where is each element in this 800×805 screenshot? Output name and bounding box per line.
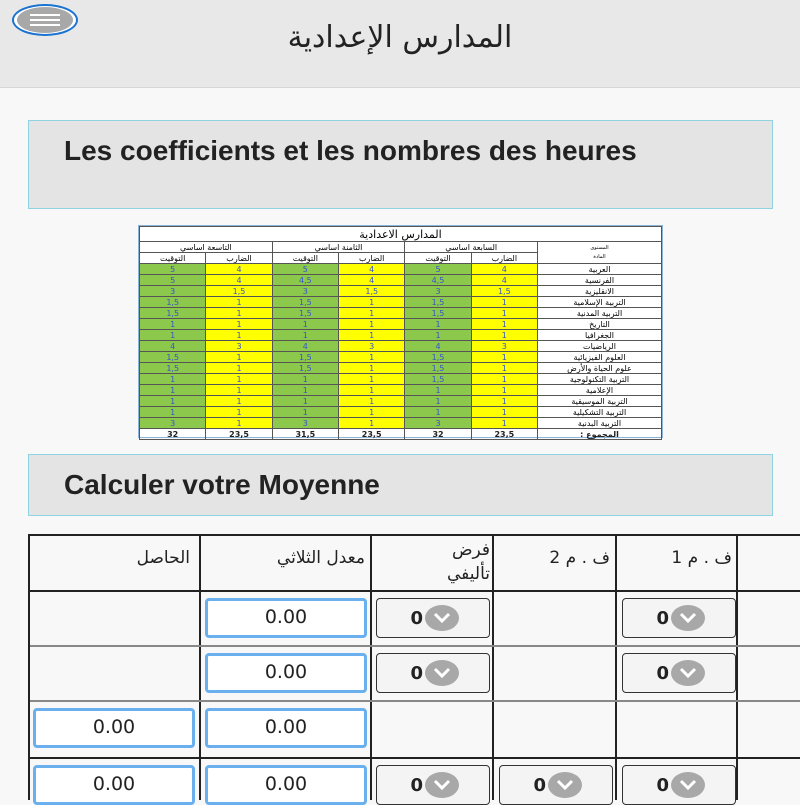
hours-cell: 1,5	[405, 308, 471, 319]
table-row	[140, 341, 662, 352]
result-input[interactable]	[33, 765, 195, 805]
coef-cell: 1	[206, 407, 272, 418]
coef-cell: 1	[206, 396, 272, 407]
synth-grade-select[interactable]	[376, 598, 490, 638]
coef-cell: 3	[206, 341, 272, 352]
coef-cell: 4	[206, 275, 272, 286]
subject-cell: الانقليزية	[538, 286, 662, 297]
coef-cell: 1	[339, 385, 405, 396]
coef-cell: 1	[471, 330, 537, 341]
hours-cell: 1,5	[405, 352, 471, 363]
selected-value: 0	[656, 607, 669, 629]
hours-cell: 1	[405, 407, 471, 418]
table-row	[140, 407, 662, 418]
fm1-grade-select[interactable]	[622, 598, 736, 638]
hours-cell: 1	[405, 319, 471, 330]
hours-cell: 1,5	[405, 363, 471, 374]
coef-cell: 1	[471, 352, 537, 363]
chevron-down-icon	[671, 772, 705, 798]
hours-cell: 1,5	[272, 352, 338, 363]
subject-cell: التربية الموسيقية	[538, 396, 662, 407]
header-control-2: ف . م 2	[549, 548, 610, 568]
coef-cell: 1	[206, 297, 272, 308]
total-cell: 23,5	[339, 429, 405, 440]
selected-value: 0	[656, 662, 669, 684]
hours-cell: 1	[272, 396, 338, 407]
coef-cell: 1	[339, 374, 405, 385]
coef-cell: 1	[339, 418, 405, 429]
total-cell: 23,5	[206, 429, 272, 440]
coef-cell: 1	[471, 418, 537, 429]
hours-cell: 4	[405, 341, 471, 352]
hours-cell: 1	[405, 330, 471, 341]
value-text: 0.00	[264, 773, 308, 795]
level-header: السابعة اساسي	[405, 242, 538, 253]
coef-cell: 1	[339, 396, 405, 407]
selected-value: 0	[533, 774, 546, 796]
hours-subheader: التوقيت	[140, 253, 206, 264]
hours-cell: 1	[272, 407, 338, 418]
hours-cell: 4	[140, 341, 206, 352]
term-average-input[interactable]	[205, 708, 367, 748]
coef-cell: 1	[206, 319, 272, 330]
total-cell: 32	[405, 429, 471, 440]
page-title: المدارس الإعدادية	[287, 20, 513, 55]
term-average-input[interactable]	[205, 598, 367, 638]
subject-cell: الجغرافيا	[538, 330, 662, 341]
subject-cell: التربية المدنية	[538, 308, 662, 319]
coef-subheader: الضارب	[471, 253, 537, 264]
level-header: الثامنة اساسي	[272, 242, 405, 253]
coef-cell: 1	[206, 308, 272, 319]
chevron-down-icon	[548, 772, 582, 798]
coef-cell: 1	[471, 407, 537, 418]
coef-cell: 1	[339, 330, 405, 341]
coef-cell: 4	[206, 264, 272, 275]
subject-cell: التربية الإسلامية	[538, 297, 662, 308]
table-row	[140, 418, 662, 429]
hours-cell: 4	[272, 341, 338, 352]
total-label: المجموع :	[538, 429, 662, 440]
hours-cell: 1	[405, 396, 471, 407]
coef-cell: 1	[339, 407, 405, 418]
fm2-grade-select[interactable]	[499, 765, 613, 805]
hours-cell: 1	[140, 330, 206, 341]
table-row	[140, 374, 662, 385]
hours-cell: 1	[140, 319, 206, 330]
coef-cell: 1,5	[206, 286, 272, 297]
chevron-down-icon	[425, 772, 459, 798]
level-header: التاسعة اساسي	[140, 242, 273, 253]
coef-cell: 1,5	[339, 286, 405, 297]
hours-cell: 5	[272, 264, 338, 275]
subject-cell: العلوم الفيزيائية	[538, 352, 662, 363]
coef-cell: 1	[471, 363, 537, 374]
subject-cell: التربية التشكيلية	[538, 407, 662, 418]
coef-cell: 3	[471, 341, 537, 352]
value-text: 0.00	[264, 661, 308, 683]
hours-cell: 4,5	[405, 275, 471, 286]
coef-cell: 1	[206, 352, 272, 363]
coef-cell: 4	[471, 264, 537, 275]
term-average-input[interactable]	[205, 765, 367, 805]
hours-cell: 1,5	[405, 374, 471, 385]
subject-cell: الفرنسية	[538, 275, 662, 286]
subject-cell: علوم الحياة والأرض	[538, 363, 662, 374]
selected-value: 0	[410, 662, 423, 684]
coef-cell: 1	[339, 297, 405, 308]
fm1-grade-select[interactable]	[622, 765, 736, 805]
table-row	[140, 330, 662, 341]
hours-cell: 4,5	[272, 275, 338, 286]
moyenne-calculator-grid	[28, 534, 800, 800]
table-row	[140, 286, 662, 297]
coef-cell: 1	[339, 308, 405, 319]
value-text: 0.00	[92, 773, 136, 795]
table-row	[140, 363, 662, 374]
table-row	[140, 319, 662, 330]
coef-cell: 1	[206, 363, 272, 374]
coef-cell: 1	[206, 418, 272, 429]
header-term-average: معدل الثلاثي	[276, 548, 365, 568]
hours-cell: 1,5	[272, 308, 338, 319]
header-result: الحاصل	[136, 548, 190, 568]
hours-cell: 3	[405, 418, 471, 429]
hours-cell: 3	[140, 418, 206, 429]
coef-cell: 1	[339, 363, 405, 374]
hours-cell: 1	[272, 319, 338, 330]
coef-cell: 1	[471, 396, 537, 407]
fm1-grade-select[interactable]	[622, 653, 736, 693]
hours-cell: 1,5	[405, 297, 471, 308]
synth-grade-select[interactable]	[376, 765, 490, 805]
coef-cell: 1	[471, 385, 537, 396]
coef-cell: 1	[471, 308, 537, 319]
result-input[interactable]	[33, 708, 195, 748]
subject-cell: التربية التكنولوجية	[538, 374, 662, 385]
coef-cell: 1	[206, 330, 272, 341]
hours-subheader: التوقيت	[405, 253, 471, 264]
corner-cell: المستوى المادة	[538, 242, 662, 264]
table-row	[140, 385, 662, 396]
coef-cell: 3	[339, 341, 405, 352]
hours-cell: 1,5	[140, 352, 206, 363]
hours-cell: 5	[140, 275, 206, 286]
hours-cell: 1,5	[272, 297, 338, 308]
chevron-down-icon	[425, 660, 459, 686]
hours-cell: 5	[140, 264, 206, 275]
coefficients-table-image	[138, 225, 663, 438]
table-row	[140, 396, 662, 407]
hours-cell: 1	[140, 407, 206, 418]
subject-cell: الرياضيات	[538, 341, 662, 352]
table-row	[140, 297, 662, 308]
coef-cell: 1	[471, 297, 537, 308]
subject-cell: التاريخ	[538, 319, 662, 330]
coef-cell: 4	[339, 275, 405, 286]
hours-cell: 5	[405, 264, 471, 275]
hours-cell: 1,5	[140, 363, 206, 374]
hours-cell: 1	[140, 385, 206, 396]
table-row	[140, 264, 662, 275]
table-row	[140, 308, 662, 319]
hours-cell: 3	[140, 286, 206, 297]
totals-row	[140, 429, 662, 440]
coef-subheader: الضارب	[339, 253, 405, 264]
selected-value: 0	[410, 774, 423, 796]
hours-cell: 3	[272, 286, 338, 297]
chevron-down-icon	[671, 660, 705, 686]
coef-subheader: الضارب	[206, 253, 272, 264]
coef-cell: 4	[339, 264, 405, 275]
hours-cell: 1	[272, 374, 338, 385]
subject-cell: الإعلامية	[538, 385, 662, 396]
selected-value: 0	[656, 774, 669, 796]
hours-cell: 1,5	[272, 363, 338, 374]
value-text: 0.00	[264, 716, 308, 738]
subject-cell: العربية	[538, 264, 662, 275]
hours-cell: 1,5	[140, 297, 206, 308]
hours-cell: 3	[272, 418, 338, 429]
coef-cell: 1	[471, 374, 537, 385]
coef-cell: 1	[206, 374, 272, 385]
hours-cell: 1	[405, 385, 471, 396]
selected-value: 0	[410, 607, 423, 629]
hours-cell: 1	[140, 396, 206, 407]
value-text: 0.00	[264, 606, 308, 628]
hours-cell: 1,5	[140, 308, 206, 319]
synth-grade-select[interactable]	[376, 653, 490, 693]
coef-table-title: المدارس الاعدادية	[140, 227, 662, 242]
table-row	[140, 275, 662, 286]
term-average-input[interactable]	[205, 653, 367, 693]
header-synthesis-test: فرض تأليفي	[447, 540, 490, 584]
total-cell: 23,5	[471, 429, 537, 440]
moyenne-section-title: Calculer votre Moyenne	[28, 454, 773, 516]
coefficients-section-title: Les coefficients et les nombres des heures	[28, 120, 773, 209]
total-cell: 31,5	[272, 429, 338, 440]
table-row	[140, 352, 662, 363]
coef-cell: 1	[471, 319, 537, 330]
header-control-1: ف . م 1	[671, 548, 732, 568]
chevron-down-icon	[425, 605, 459, 631]
coef-cell: 1	[206, 385, 272, 396]
app-header	[0, 0, 800, 88]
total-cell: 32	[140, 429, 206, 440]
hours-subheader: التوقيت	[272, 253, 338, 264]
hours-cell: 1	[272, 330, 338, 341]
coef-cell: 1	[339, 319, 405, 330]
coef-cell: 4	[471, 275, 537, 286]
coef-cell: 1,5	[471, 286, 537, 297]
subject-cell: التربية البدنية	[538, 418, 662, 429]
chevron-down-icon	[671, 605, 705, 631]
hours-cell: 3	[405, 286, 471, 297]
hours-cell: 1	[140, 374, 206, 385]
hours-cell: 1	[272, 385, 338, 396]
value-text: 0.00	[92, 716, 136, 738]
coef-cell: 1	[339, 352, 405, 363]
